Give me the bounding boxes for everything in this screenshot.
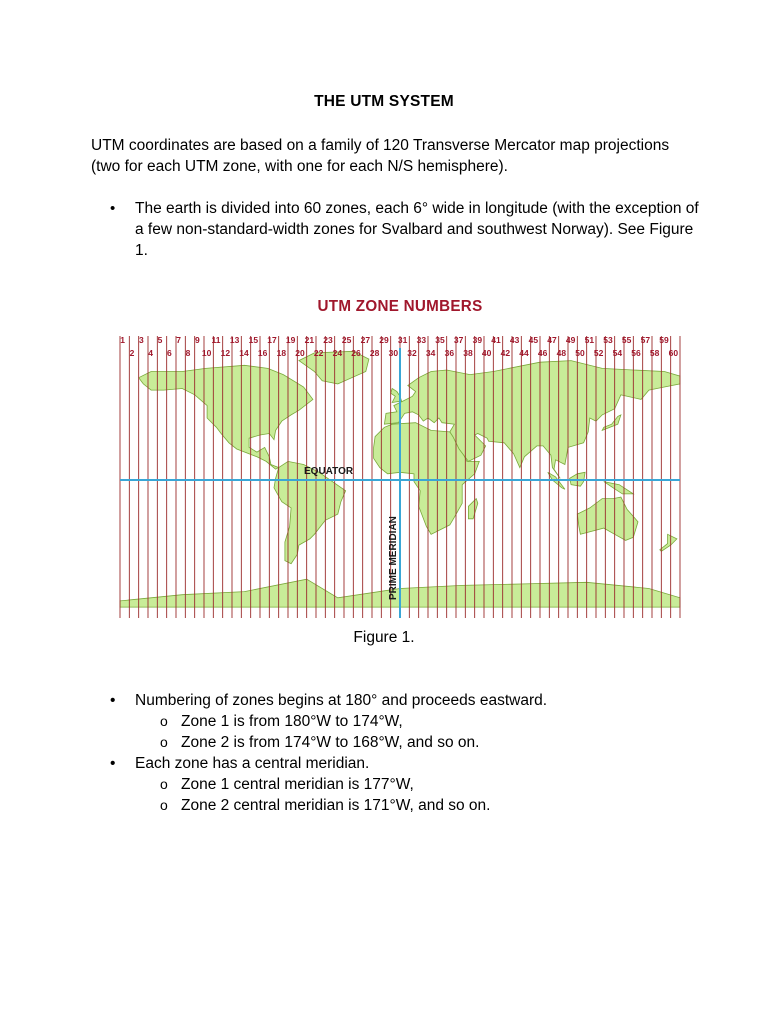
zone-number-even: 18 bbox=[276, 348, 287, 358]
figure-title: UTM ZONE NUMBERS bbox=[317, 298, 483, 315]
equator-label: EQUATOR bbox=[304, 466, 354, 477]
zone-number-odd: 13 bbox=[229, 335, 240, 345]
zone-number-odd: 41 bbox=[491, 335, 501, 345]
zone-number-even: 32 bbox=[407, 348, 417, 358]
list-item bbox=[110, 690, 730, 711]
list-item-text: Each zone has a central meridian. bbox=[135, 755, 370, 772]
zone-number-even: 52 bbox=[593, 348, 604, 358]
bullet-dot: • bbox=[110, 755, 116, 772]
sub-bullet: o bbox=[160, 734, 168, 750]
zone-number-even: 14 bbox=[239, 348, 249, 358]
zone-number-odd: 17 bbox=[267, 335, 277, 345]
zone-number-odd: 53 bbox=[603, 335, 613, 345]
landmass-new-zealand bbox=[660, 534, 677, 551]
zone-number-even: 46 bbox=[537, 348, 548, 358]
zone-number-even: 40 bbox=[481, 348, 492, 358]
sub-list-item bbox=[110, 795, 730, 816]
zone-notes-list bbox=[110, 690, 730, 816]
zone-number-odd: 47 bbox=[547, 335, 557, 345]
zone-number-odd: 37 bbox=[453, 335, 464, 345]
zone-number-even: 10 bbox=[201, 348, 212, 358]
zone-number-even: 36 bbox=[444, 348, 455, 358]
zone-number-odd: 25 bbox=[341, 335, 352, 345]
zone-number-odd: 29 bbox=[379, 335, 389, 345]
zone-number-even: 8 bbox=[185, 348, 191, 358]
figure-caption: Figure 1. bbox=[353, 629, 415, 646]
zone-number-even: 38 bbox=[463, 348, 473, 358]
zone-number-odd: 59 bbox=[659, 335, 669, 345]
zone-number-odd: 49 bbox=[565, 335, 576, 345]
zone-number-even: 44 bbox=[519, 348, 529, 358]
zone-number-even: 22 bbox=[313, 348, 324, 358]
zone-number-even: 24 bbox=[332, 348, 343, 358]
zone-number-even: 2 bbox=[129, 348, 135, 358]
sub-list-item bbox=[110, 774, 730, 795]
prime-meridian-label: PRIME MERIDIAN bbox=[388, 516, 399, 600]
zone-number-odd: 21 bbox=[304, 335, 315, 345]
sub-list-item bbox=[110, 711, 730, 732]
zone-number-odd: 19 bbox=[285, 335, 296, 345]
zone-number-odd: 33 bbox=[416, 335, 427, 345]
zone-number-even: 50 bbox=[575, 348, 585, 358]
zone-number-odd: 39 bbox=[472, 335, 483, 345]
zone-number-even: 6 bbox=[166, 348, 172, 358]
sub-list-item bbox=[110, 732, 730, 753]
zone-number-odd: 11 bbox=[211, 335, 221, 345]
zone-number-even: 60 bbox=[668, 348, 679, 358]
intro-paragraph: UTM coordinates are based on a family of 120 Transverse Mercator map projections (two for each UTM zone, with one for each N/S hemisphere). bbox=[91, 137, 670, 175]
zone-number-odd: 7 bbox=[176, 335, 182, 345]
zone-number-even: 48 bbox=[556, 348, 567, 358]
zone-number-odd: 45 bbox=[528, 335, 539, 345]
zone-number-even: 54 bbox=[612, 348, 623, 358]
list-item-text: Zone 1 central meridian is 177°W, bbox=[181, 776, 414, 793]
landmass-new-guinea bbox=[604, 482, 634, 494]
zone-number-even: 28 bbox=[369, 348, 380, 358]
bullet-dot: • bbox=[110, 692, 116, 709]
zone-number-even: 34 bbox=[425, 348, 436, 358]
zone-number-odd: 43 bbox=[509, 335, 520, 345]
zone-number-odd: 27 bbox=[360, 335, 371, 345]
list-item-text: Zone 2 central meridian is 171°W, and so on. bbox=[181, 797, 491, 814]
utm-map bbox=[110, 328, 690, 620]
zone-number-even: 4 bbox=[148, 348, 154, 358]
landmass-north-america bbox=[139, 365, 313, 469]
sub-bullet: o bbox=[160, 713, 168, 729]
zone-number-odd: 57 bbox=[640, 335, 651, 345]
zone-number-even: 12 bbox=[220, 348, 231, 358]
zone-number-odd: 31 bbox=[397, 335, 408, 345]
zone-number-even: 16 bbox=[257, 348, 268, 358]
zone-number-even: 58 bbox=[649, 348, 660, 358]
utm-zone-figure bbox=[110, 298, 690, 620]
zone-number-odd: 9 bbox=[194, 335, 200, 345]
zone-number-odd: 1 bbox=[120, 335, 126, 345]
bullet-text: The earth is divided into 60 zones, each 6° wide in longitude (with the exception of a few non-standard-width zones for Svalbard and southwest Norway). See Figure 1. bbox=[135, 200, 699, 259]
zone-number-odd: 35 bbox=[435, 335, 445, 345]
page-title: THE UTM SYSTEM bbox=[314, 93, 454, 110]
zone-number-odd: 23 bbox=[323, 335, 333, 345]
bullet-dot: • bbox=[110, 200, 116, 217]
zone-number-even: 26 bbox=[351, 348, 361, 358]
sub-bullet: o bbox=[160, 797, 168, 813]
zone-number-even: 42 bbox=[500, 348, 511, 358]
sub-bullet: o bbox=[160, 776, 168, 792]
zone-number-odd: 55 bbox=[621, 335, 632, 345]
zone-number-odd: 3 bbox=[138, 335, 144, 345]
list-item-text: Numbering of zones begins at 180° and proceeds eastward. bbox=[135, 692, 548, 709]
list-item bbox=[110, 753, 730, 774]
list-item-text: Zone 1 is from 180°W to 174°W, bbox=[181, 713, 403, 730]
landmass-madagascar bbox=[468, 499, 477, 519]
zone-number-odd: 5 bbox=[157, 335, 163, 345]
zone-number-odd: 51 bbox=[584, 335, 595, 345]
zone-number-even: 20 bbox=[295, 348, 305, 358]
zone-number-even: 30 bbox=[388, 348, 399, 358]
list-item-text: Zone 2 is from 174°W to 168°W, and so on. bbox=[181, 734, 480, 751]
zone-number-even: 56 bbox=[631, 348, 641, 358]
zone-number-odd: 15 bbox=[248, 335, 259, 345]
